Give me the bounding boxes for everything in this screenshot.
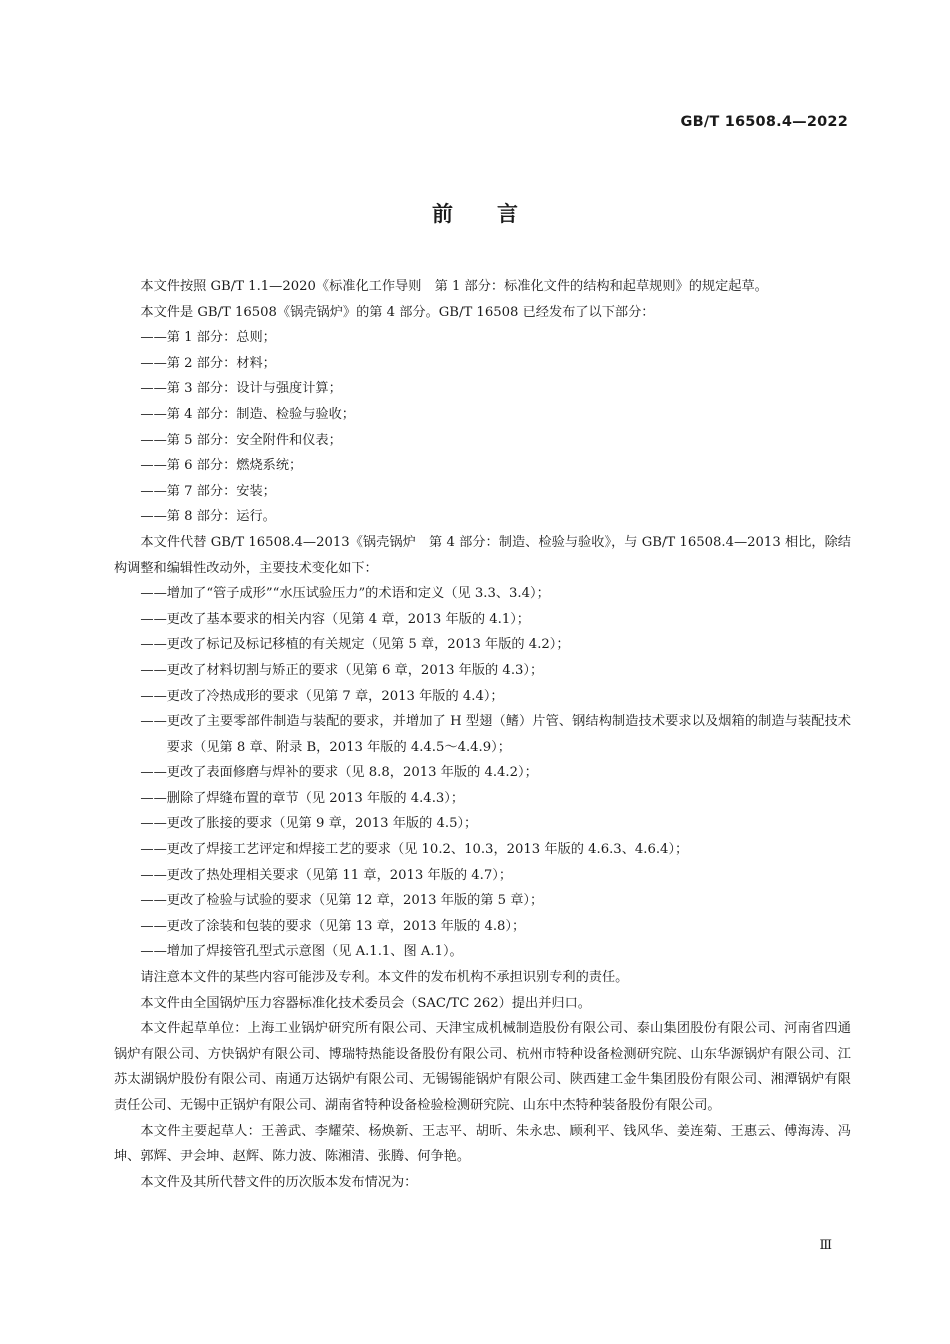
list-item-change: ——更改了检验与试验的要求（见第 12 章，2013 年版的第 5 章）； (140, 893, 544, 909)
paragraph-drafters: 本文件主要起草人：王善武、李耀荣、杨焕新、王志平、胡昕、朱永忠、顾利平、钱风华、姜连菊、王惠云、傅海涛、冯坤、郭辉、尹会坤、赵辉、陈力波、陈湘清、张腾、何争艳。 (114, 1123, 851, 1165)
list-item-change: ——更改了表面修磨与焊补的要求（见 8.8，2013 年版的 4.4.2）； (140, 765, 538, 781)
standard-code: GB/T 16508.4—2022 (680, 114, 848, 130)
page-title: 前言 (432, 202, 562, 226)
paragraph-patent-notice: 请注意本文件的某些内容可能涉及专利。本文件的发布机构不承担识别专利的责任。 (140, 970, 629, 986)
page-number: Ⅲ (819, 1238, 832, 1253)
list-item-part: ——第 7 部分：安装； (140, 483, 276, 499)
list-item-change: ——更改了基本要求的相关内容（见第 4 章，2013 年版的 4.1）； (140, 611, 530, 627)
list-item-part: ——第 8 部分：运行。 (140, 509, 276, 525)
list-item-part: ——第 4 部分：制造、检验与验收； (140, 406, 355, 422)
document-body (114, 274, 851, 1195)
list-item-change: ——增加了焊接管孔型式示意图（见 A.1.1、图 A.1）。 (140, 944, 463, 960)
paragraph-drafting-rules: 本文件按照 GB/T 1.1—2020《标准化工作导则 第 1 部分：标准化文件的结构和起草规则》的规定起草。 (140, 279, 768, 294)
paragraph-version-history: 本文件及其所代替文件的历次版本发布情况为： (140, 1174, 418, 1190)
paragraph-proposer: 本文件由全国锅炉压力容器标准化技术委员会（SAC/TC 262）提出并归口。 (140, 995, 591, 1011)
list-item-change: ——更改了涂装和包装的要求（见第 13 章，2013 年版的 4.8）； (140, 918, 526, 934)
list-item-part: ——第 1 部分：总则； (140, 330, 276, 346)
list-item-change: ——更改了胀接的要求（见第 9 章，2013 年版的 4.5）； (140, 816, 478, 832)
paragraph-series-parts: 本文件是 GB/T 16508《锅壳锅炉》的第 4 部分。GB/T 16508 已经发布了以下部分： (140, 304, 655, 320)
paragraph-replacement: 本文件代替 GB/T 16508.4—2013《锅壳锅炉 第 4 部分：制造、检验与验收》，与 GB/T 16508.4—2013 相比，除结构调整和编辑性改动外，主要技术变化如下： (114, 534, 851, 576)
list-item-part: ——第 3 部分：设计与强度计算； (140, 381, 342, 397)
list-item-change: ——更改了焊接工艺评定和焊接工艺的要求（见 10.2、10.3，2013 年版的 4.6.3、4.6.4）； (140, 842, 689, 858)
list-item-change: ——增加了“管子成形”“水压试验压力”的术语和定义（见 3.3、3.4）； (140, 586, 550, 602)
list-item-part: ——第 2 部分：材料； (140, 355, 276, 371)
list-item-part: ——第 5 部分：安全附件和仪表； (140, 432, 342, 448)
list-item-change: ——更改了冷热成形的要求（见第 7 章，2013 年版的 4.4）； (140, 688, 504, 704)
list-item-part: ——第 6 部分：燃烧系统； (140, 458, 303, 474)
list-item-change: ——更改了主要零部件制造与装配的要求，并增加了 H 型翅（鳍）片管、钢结构制造技术要求以及烟箱的制造与装配技术要求（见第 8 章、附录 B，2013 年版的 4.4.5～4.4.9）； (140, 714, 851, 755)
list-item-change: ——更改了热处理相关要求（见第 11 章，2013 年版的 4.7）； (140, 867, 513, 883)
paragraph-drafting-units: 本文件起草单位：上海工业锅炉研究所有限公司、天津宝成机械制造股份有限公司、泰山集团股份有限公司、河南省四通锅炉有限公司、方快锅炉有限公司、博瑞特热能设备股份有限公司、杭州市特种设备检测研究院、山东华源锅炉有限公司、江苏太湖锅炉股份有限公司、南通万达锅炉有限公司、无锡锡能锅炉有限公司、陕西建工金牛集团股份有限公司、湘潭锅炉有限责任公司、无锡中正锅炉有限公司、湖南省特种设备检验检测研究院、山东中杰特种装备股份有限公司。 (114, 1021, 851, 1113)
list-item-change: ——更改了标记及标记移植的有关规定（见第 5 章，2013 年版的 4.2）； (140, 637, 570, 653)
list-item-change: ——删除了焊缝布置的章节（见 2013 年版的 4.4.3）； (140, 790, 465, 806)
list-item-change: ——更改了材料切割与矫正的要求（见第 6 章，2013 年版的 4.3）； (140, 662, 544, 678)
